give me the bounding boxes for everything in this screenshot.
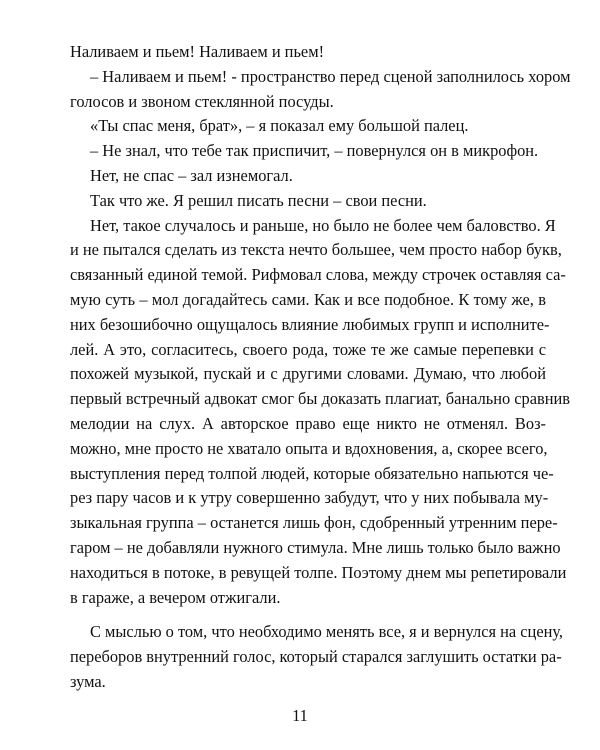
text-line: можно, мне просто не хватало опыта и вдохновения, а, скорее всего,	[70, 438, 548, 458]
text-line: связанный единой темой. Рифмовал слова, между строчек оставляя са-	[70, 265, 566, 285]
text-line: выступления перед толпой людей, которые обязательно напьются че-	[70, 463, 554, 483]
text-line: в гараже, а вечером отжигали.	[70, 587, 281, 607]
text-line: голосов и звоном стеклянной посуды.	[70, 91, 334, 111]
text-line: Нет, такое случалось и раньше, но было не более чем баловство. Я	[90, 215, 556, 235]
text-line: зыкальная группа – останется лишь фон, сдобренный утренним пере-	[70, 513, 558, 533]
text-line: лей. А это, согласитесь, своего рода, тоже те же самые перепевки с	[70, 339, 546, 359]
text-line: С мыслью о том, что необходимо менять все, я и вернулся на сцену,	[90, 622, 564, 642]
text-line: – Не знал, что тебе так приспичит, – повернулся он в микрофон.	[90, 141, 539, 161]
text-line: и не пытался сделать из текста нечто большее, чем просто набор букв,	[70, 240, 562, 260]
text-line: зума.	[70, 671, 106, 691]
text-line: первый встречный адвокат смог бы доказать плагиат, банально сравнив	[70, 389, 571, 409]
text-line: «Ты спас меня, брат», – я показал ему большой палец.	[90, 116, 469, 136]
text-line: находиться в потоке, в ревущей толпе. Поэтому днем мы репетировали	[70, 562, 567, 582]
text-line: – Наливаем и пьем! - пространство перед сценой заполнилось хором	[90, 66, 571, 86]
text-line: Нет, не спас – зал изнемогал.	[90, 165, 293, 185]
text-line: Так что же. Я решил писать песни – свои песни.	[90, 190, 427, 210]
text-line: мую суть – мол догадайтесь сами. Как и все подобное. К тому же, в	[70, 289, 546, 309]
text-line: них безошибочно ощущалось влияние любимых групп и исполните-	[70, 314, 550, 334]
text-line: рез пару часов и к утру совершенно забудут, что у них побывала му-	[70, 488, 549, 508]
text-line: гаром – не добавляли нужного стимула. Мне лишь только было важно	[70, 537, 561, 557]
text-line: Наливаем и пьем! Наливаем и пьем!	[70, 42, 325, 61]
body-text	[70, 40, 571, 695]
text-line: мелодии на слух. А авторское право еще никто не отменял. Воз-	[70, 413, 546, 433]
text-line: похожей музыкой, пускай и с другими словами. Думаю, что любой	[70, 364, 546, 384]
page-number: 11	[292, 706, 308, 725]
text-line: переборов внутренний голос, который старался заглушить остатки ра-	[70, 647, 562, 667]
